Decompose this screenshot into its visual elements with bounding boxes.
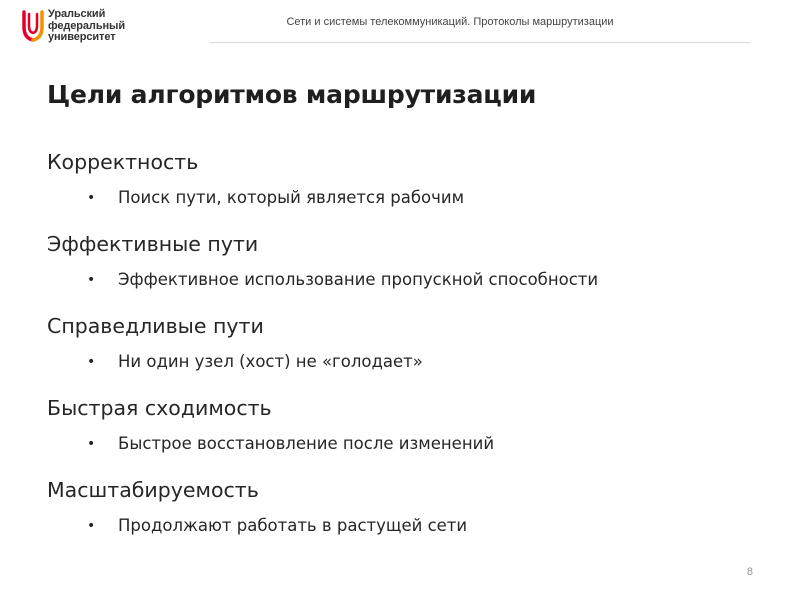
bullet-icon: •: [87, 436, 96, 452]
list-item-sub: [47, 183, 777, 228]
list-item-sub: [47, 347, 777, 392]
list-item-sub-text: Быстрое восстановление после изменений: [118, 434, 495, 453]
bullet-icon: •: [87, 190, 96, 206]
bullet-icon: •: [87, 354, 96, 370]
university-logo: [22, 8, 172, 48]
list-item-heading: Эффективные пути: [47, 232, 259, 256]
list-item-heading: Корректность: [47, 150, 199, 174]
list-item-sub: [47, 429, 777, 474]
list-item-heading: Быстрая сходимость: [47, 396, 272, 420]
bullet-icon: •: [87, 272, 96, 288]
list-item-sub-text: Продолжают работать в растущей сети: [118, 516, 468, 535]
header-title: Сети и системы телекоммуникаций. Протоколы маршрутизации: [286, 16, 614, 28]
logo-line: университет: [48, 31, 116, 43]
logo-line: Уральский: [48, 8, 106, 20]
header-divider: [210, 42, 750, 43]
list-item-sub-text: Поиск пути, который является рабочим: [118, 188, 465, 207]
logo-text: [48, 9, 125, 44]
list-item-sub: [47, 511, 777, 556]
slide-title: Цели алгоритмов маршрутизации: [47, 80, 537, 109]
bullet-icon: •: [87, 518, 96, 534]
list-item-heading: Справедливые пути: [47, 314, 264, 338]
slide-content: [47, 146, 777, 556]
list-item-sub-text: Ни один узел (хост) не «голодает»: [118, 352, 423, 371]
ural-logo-icon: [22, 10, 44, 44]
list-item-sub: [47, 265, 777, 310]
list-item-sub-text: Эффективное использование пропускной способности: [118, 270, 599, 289]
list-item-heading: Масштабируемость: [47, 478, 259, 502]
page-number: 8: [746, 566, 753, 578]
logo-line: федеральный: [48, 19, 125, 32]
